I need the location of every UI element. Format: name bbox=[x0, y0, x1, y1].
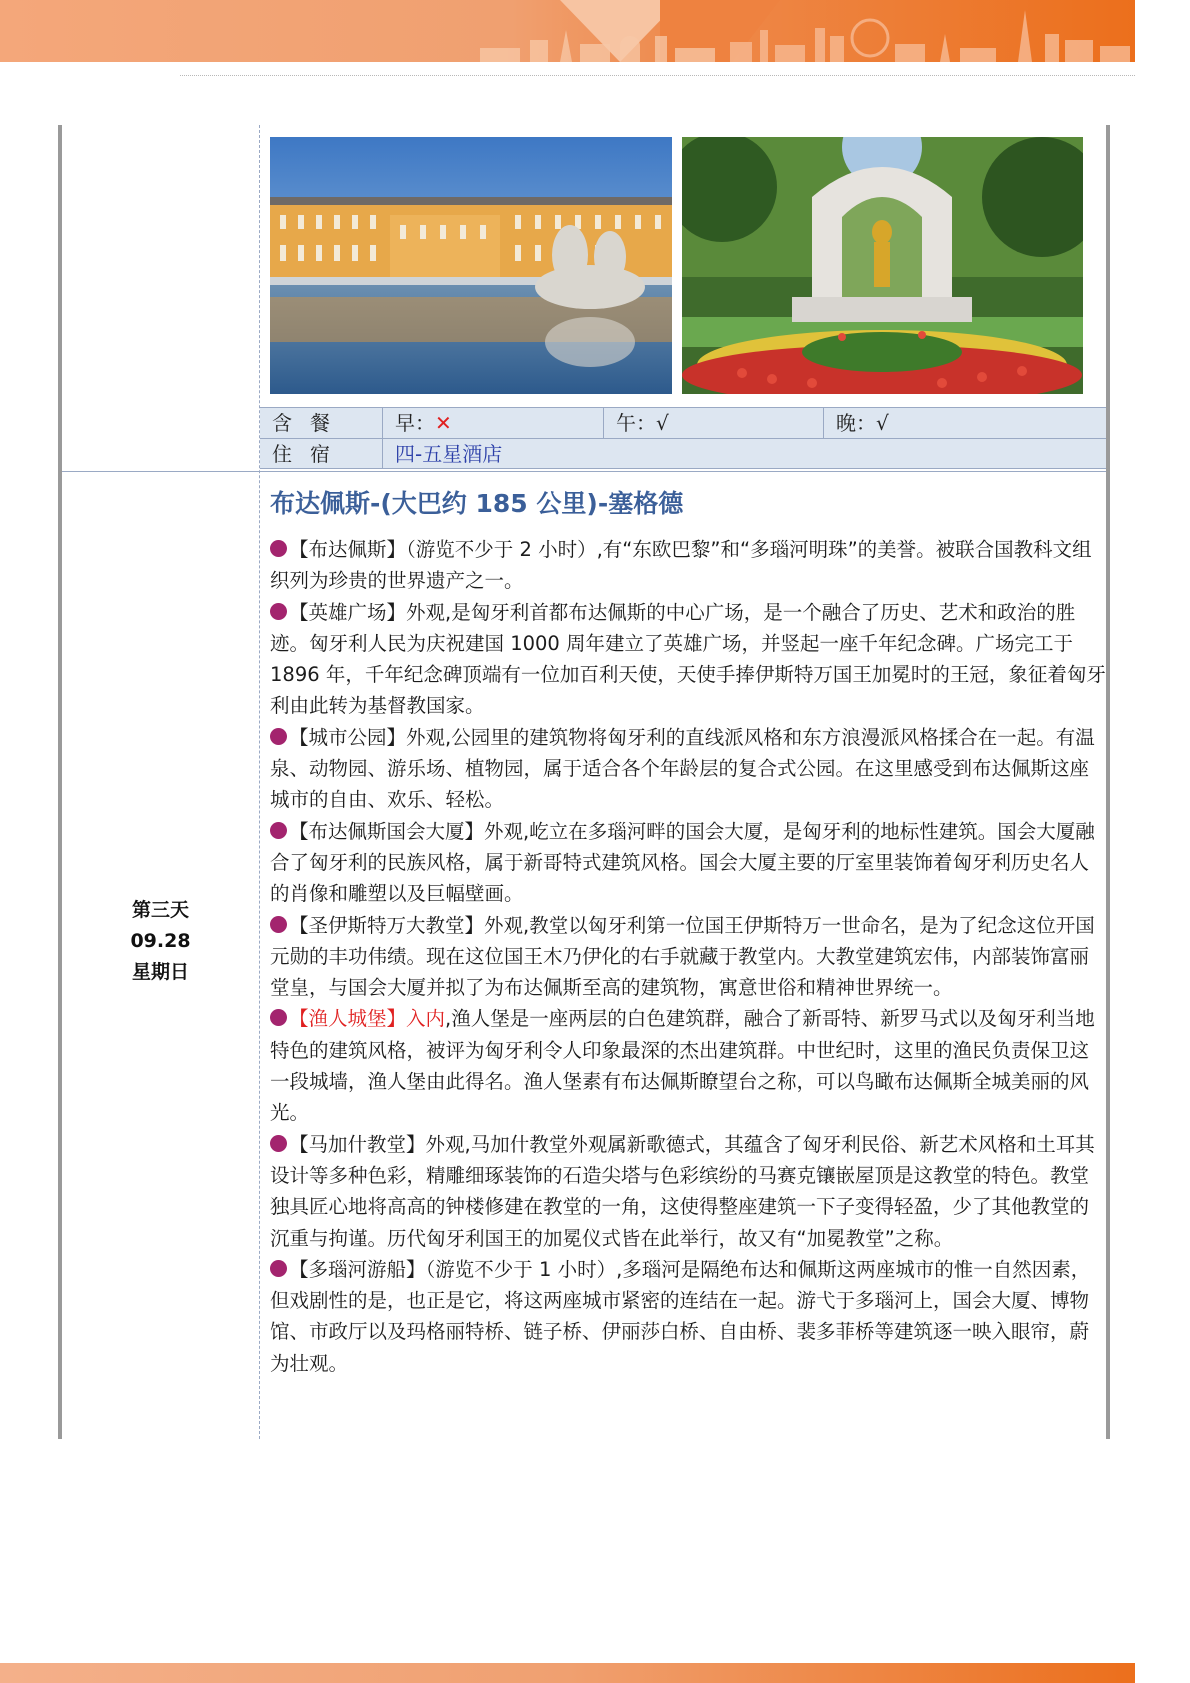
bullet-dot-icon bbox=[270, 822, 287, 839]
breakfast-cell bbox=[383, 408, 604, 438]
breakfast-value: ✕ bbox=[435, 411, 452, 435]
dinner-label: 晚： bbox=[836, 411, 876, 435]
hotel-label-cell bbox=[260, 439, 383, 468]
sight-text: 外观,公园里的建筑物将匈牙利的直线派风格和东方浪漫派风格揉合在一起。有温泉、动物园、游乐场、植物园，属于适合各个年龄层的复合式公园。在这里感受到布达佩斯这座城市的自由、欢乐、轻松。 bbox=[270, 725, 1095, 812]
sight-highlight: 入内 bbox=[406, 1007, 446, 1031]
sight-name: 【多瑙河游船】 bbox=[289, 1257, 426, 1281]
itinerary-content bbox=[270, 484, 1106, 1379]
hotel-row bbox=[260, 438, 1106, 469]
dinner-value: √ bbox=[876, 411, 889, 435]
lunch-value: √ bbox=[656, 411, 669, 435]
dinner-cell bbox=[824, 408, 1106, 438]
footer-banner bbox=[0, 1663, 1135, 1683]
hotel-value: 四-五星酒店 bbox=[395, 442, 503, 466]
sight-name: 【布达佩斯】 bbox=[289, 538, 407, 561]
sight-name: 【渔人城堡】 bbox=[289, 1007, 407, 1031]
palace-photo bbox=[270, 137, 672, 394]
sight-name: 【英雄广场】 bbox=[289, 600, 407, 624]
day-name: 第三天 bbox=[131, 899, 189, 921]
sight-name: 【马加什教堂】 bbox=[289, 1132, 426, 1156]
sight-paragraph bbox=[270, 1254, 1106, 1379]
bullet-dot-icon bbox=[270, 1009, 287, 1026]
day-date: 09.28 bbox=[130, 930, 191, 952]
sight-paragraph bbox=[270, 597, 1106, 722]
hotel-value-cell bbox=[383, 439, 1106, 468]
bullet-dot-icon bbox=[270, 540, 287, 557]
day-label bbox=[62, 895, 259, 988]
bullet-dot-icon bbox=[270, 1135, 287, 1152]
row-divider bbox=[62, 471, 1106, 472]
sight-text: （游览不少于 1 小时）,多瑙河是隔绝布达和佩斯这两座城市的惟一自然因素，但戏剧性的是，也正是它，将这两座城市紧密的连结在一起。游弋于多瑙河上，国会大厦、博物馆、市政厅以及玛格丽特桥、链子桥、伊丽莎白桥、自由桥、裴多菲桥等建筑逐一映入眼帘，蔚为壮观。 bbox=[270, 1257, 1091, 1375]
header-banner bbox=[0, 0, 1135, 62]
bullet-dot-icon bbox=[270, 1260, 287, 1277]
sight-name: 【布达佩斯国会大厦】 bbox=[289, 819, 485, 843]
sight-text: 外观,是匈牙利首都布达佩斯的中心广场，是一个融合了历史、艺术和政治的胜迹。匈牙利人民为庆祝建国 1000 周年建立了英雄广场，并竖起一座千年纪念碑。广场完工于 1896 年，千年纪念碑顶端有一位加百利天使，天使手捧伊斯特万国王加冕时的王冠，象征着匈牙利由此转为基督教国家。 bbox=[270, 600, 1106, 718]
bullet-dot-icon bbox=[270, 916, 287, 933]
header-divider bbox=[180, 75, 1135, 76]
meal-row bbox=[260, 407, 1106, 438]
sight-name: 【城市公园】 bbox=[289, 725, 407, 749]
breakfast-label: 早： bbox=[395, 411, 435, 435]
day-weekday: 星期日 bbox=[131, 961, 189, 983]
column-divider bbox=[259, 125, 260, 1439]
bullet-dot-icon bbox=[270, 603, 287, 620]
meal-label: 含餐 bbox=[272, 411, 348, 435]
sight-paragraph bbox=[270, 1003, 1106, 1128]
sight-text: 外观,马加什教堂外观属新歌德式，其蕴含了匈牙利民俗、新艺术风格和土耳其设计等多种色彩，精雕细琢装饰的石造尖塔与色彩缤纷的马赛克镶嵌屋顶是这教堂的特色。教堂独具匠心地将高高的钟楼修建在教堂的一角，这使得整座建筑一下子变得轻盈，少了其他教堂的沉重与拘谨。历代匈牙利国王的加冕仪式皆在此举行，故又有“加冕教堂”之称。 bbox=[270, 1132, 1095, 1250]
lunch-cell bbox=[604, 408, 824, 438]
sight-paragraph bbox=[270, 1129, 1106, 1254]
sight-paragraph bbox=[270, 534, 1106, 597]
city-skyline-icon bbox=[470, 0, 1135, 62]
bullet-dot-icon bbox=[270, 728, 287, 745]
sight-paragraph bbox=[270, 816, 1106, 910]
meal-label-cell bbox=[260, 408, 383, 438]
sight-text: （游览不少于 2 小时）,有“东欧巴黎”和“多瑙河明珠”的美誉。被联合国教科文组织列为珍贵的世界遗产之一。 bbox=[270, 538, 1092, 593]
sight-name: 【圣伊斯特万大教堂】 bbox=[289, 913, 485, 937]
statue-photo bbox=[682, 137, 1083, 394]
sight-text: ,渔人堡是一座两层的白色建筑群，融合了新哥特、新罗马式以及匈牙利当地特色的建筑风格，被评为匈牙利令人印象最深的杰出建筑群。中世纪时，这里的渔民负责保卫这一段城墙，渔人堡由此得名。渔人堡素有布达佩斯瞭望台之称，可以鸟瞰布达佩斯全城美丽的风光。 bbox=[270, 1007, 1095, 1125]
hotel-label: 住宿 bbox=[272, 442, 348, 466]
lunch-label: 午： bbox=[616, 411, 656, 435]
sight-paragraph bbox=[270, 910, 1106, 1004]
sight-text: 外观,教堂以匈牙利第一位国王伊斯特万一世命名，是为了纪念这位开国元勋的丰功伟绩。现在这位国王木乃伊化的右手就藏于教堂内。大教堂建筑宏伟，内部装饰富丽堂皇，与国会大厦并拟了为布达佩斯至高的建筑物，寓意世俗和精神世界统一。 bbox=[270, 913, 1095, 1000]
sight-text: 外观,屹立在多瑙河畔的国会大厦，是匈牙利的地标性建筑。国会大厦融合了匈牙利的民族风格，属于新哥特式建筑风格。国会大厦主要的厅室里装饰着匈牙利历史名人的肖像和雕塑以及巨幅壁画。 bbox=[270, 819, 1095, 906]
sight-paragraph bbox=[270, 722, 1106, 816]
route-title: 布达佩斯-(大巴约 185 公里)-塞格德 bbox=[270, 489, 684, 518]
